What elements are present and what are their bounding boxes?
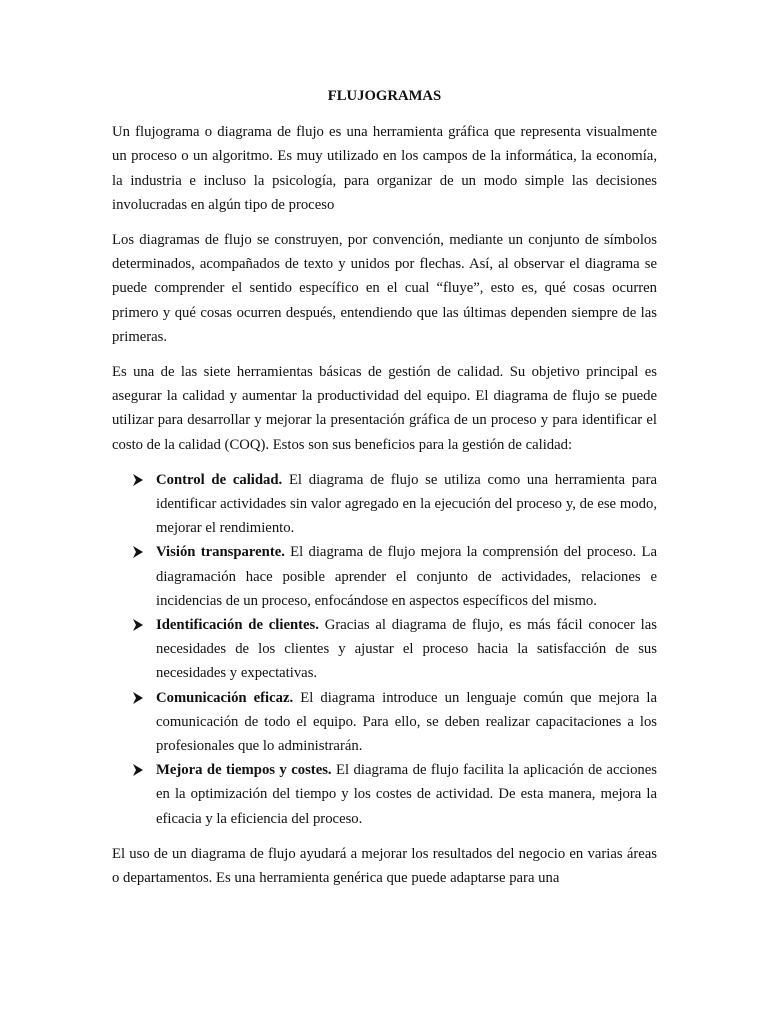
- list-item-text: El diagrama introduce un lenguaje común que mejora la comunicación de todo el equipo. Para ello, se deben realizar capacitaciones a los profesionales que lo administrarán.: [156, 689, 658, 755]
- document-page: [112, 84, 657, 901]
- list-item-text: El diagrama de flujo mejora la comprensión del proceso. La diagramación hace posible aprender el conjunto de actividades, relaciones e incidencias de un proceso, enfocándose en aspectos específicos del mismo.: [156, 544, 658, 609]
- list-item-comunicacion-eficaz: [112, 686, 657, 759]
- paragraph-closing: El uso de un diagrama de flujo ayudará a mejorar los resultados del negocio en varias áreas o departamentos. Es una herramienta genérica que puede adaptarse para una: [112, 845, 657, 887]
- arrowhead-bullet-icon: [132, 540, 146, 564]
- paragraph-symbols: Los diagramas de flujo se construyen, por convención, mediante un conjunto de símbolos determinados, acompañados de texto y unidos por flechas. Así, al observar el diagrama se puede comprender el sentido específico en el cual “fluye”, esto es, qué cosas ocurren primero y qué cosas ocurren después, entendiendo que las últimas dependen siempre de las primeras.: [112, 232, 657, 345]
- list-item-heading: Identificación de clientes.: [156, 617, 319, 634]
- list-item-identificacion-clientes: [112, 613, 657, 686]
- arrowhead-bullet-icon: [132, 468, 146, 492]
- list-item-text: Gracias al diagrama de flujo, es más fácil conocer las necesidades de los clientes y ajustar el proceso hacia la satisfacción de sus necesidades y expectativas.: [156, 617, 657, 682]
- list-item-text: El diagrama de flujo se utiliza como una herramienta para identificar actividades sin valor agregado en la ejecución del proceso y, de ese modo, mejorar el rendimiento.: [156, 471, 657, 537]
- arrowhead-bullet-icon: [132, 758, 146, 782]
- list-item-control-calidad: [112, 468, 657, 541]
- list-item-heading: Mejora de tiempos y costes.: [156, 762, 332, 779]
- list-item-vision-transparente: [112, 540, 657, 613]
- document-title: FLUJOGRAMAS: [327, 88, 442, 104]
- arrowhead-bullet-icon: [132, 613, 146, 637]
- paragraph-intro: Un flujograma o diagrama de flujo es una herramienta gráfica que representa visualmente un proceso o un algoritmo. Es muy utilizado en los campos de la informática, la economía, la industria e incluso la psicología, para organizar de un modo simple las decisiones involucradas en algún tipo de proceso: [112, 124, 657, 213]
- paragraph-quality: Es una de las siete herramientas básicas de gestión de calidad. Su objetivo principal es asegurar la calidad y aumentar la productividad del equipo. El diagrama de flujo se puede utilizar para desarrollar y mejorar la presentación gráfica de un proceso y para identificar el costo de la calidad (COQ). Estos son sus beneficios para la gestión de calidad:: [112, 364, 657, 453]
- list-item-heading: Comunicación eficaz.: [156, 689, 294, 706]
- list-item-heading: Control de calidad.: [156, 471, 283, 488]
- list-item-mejora-tiempos: [112, 758, 657, 831]
- list-item-heading: Visión transparente.: [156, 544, 285, 561]
- arrowhead-bullet-icon: [132, 686, 146, 710]
- list-item-text: El diagrama de flujo facilita la aplicación de acciones en la optimización del tiempo y los costes de actividad. De esta manera, mejora la eficacia y la eficiencia del proceso.: [156, 762, 657, 827]
- benefits-list: [112, 468, 657, 831]
